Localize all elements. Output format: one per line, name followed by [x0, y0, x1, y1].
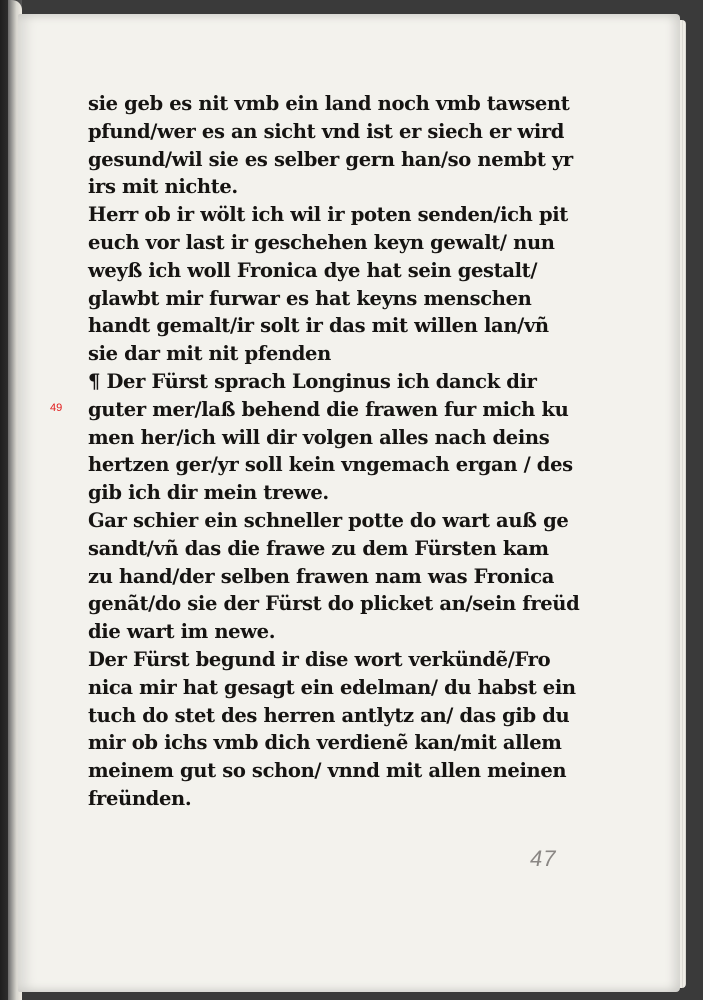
blackletter-text-block: [88, 90, 578, 813]
text-line: sandt/vñ das die frawe zu dem Fürsten kam: [88, 536, 549, 560]
text-line: freünden.: [88, 786, 192, 810]
text-line: guter mer/laß behend die frawen fur mich ku: [88, 397, 569, 421]
text-line: genãt/do sie der Fürst do plicket an/sein freüd: [88, 592, 580, 616]
text-line: die wart im newe.: [88, 620, 276, 644]
text-line: pfund/wer es an sicht vnd ist er siech er wird: [88, 119, 565, 143]
text-line: weyß ich woll Fronica dye hat sein gestalt/: [88, 258, 538, 282]
text-line: Herr ob ir wölt ich wil ir poten senden/ich pit: [88, 203, 568, 227]
text-line: Der Fürst begund ir dise wort verkündẽ/Fro: [88, 647, 551, 671]
handwritten-folio-number: 47: [530, 846, 557, 871]
text-line: mir ob ichs vmb dich verdienẽ kan/mit allem: [88, 731, 562, 755]
text-line: euch vor last ir geschehen keyn gewalt/ nun: [88, 230, 555, 254]
text-line: sie dar mit nit pfenden: [88, 342, 331, 366]
text-line: meinem gut so schon/ vnnd mit allen meinen: [88, 759, 567, 783]
text-line: hertzen ger/yr soll kein vngemach ergan / des: [88, 453, 573, 477]
text-line: zu hand/der selben frawen nam was Fronica: [88, 564, 555, 588]
text-line: glawbt mir furwar es hat keyns menschen: [88, 286, 532, 310]
margin-line-number: 49: [50, 402, 63, 414]
text-line: gesund/wil sie es selber gern han/so nembt yr: [88, 147, 573, 171]
text-line: sie geb es nit vmb ein land noch vmb tawsent: [88, 92, 570, 115]
text-line: handt gemalt/ir solt ir das mit willen lan/vñ: [88, 314, 549, 338]
text-line: gib ich dir mein trewe.: [88, 481, 329, 505]
text-line: men her/ich will dir volgen alles nach deins: [88, 425, 550, 449]
text-line: tuch do stet des herren antlytz an/ das gib du: [88, 703, 570, 727]
text-line: ¶ Der Fürst sprach Longinus ich danck dir: [88, 369, 537, 393]
text-line: Gar schier ein schneller potte do wart auß ge: [88, 508, 569, 532]
text-line: irs mit nichte.: [88, 175, 238, 199]
text-line: nica mir hat gesagt ein edelman/ du habst ein: [88, 675, 576, 699]
